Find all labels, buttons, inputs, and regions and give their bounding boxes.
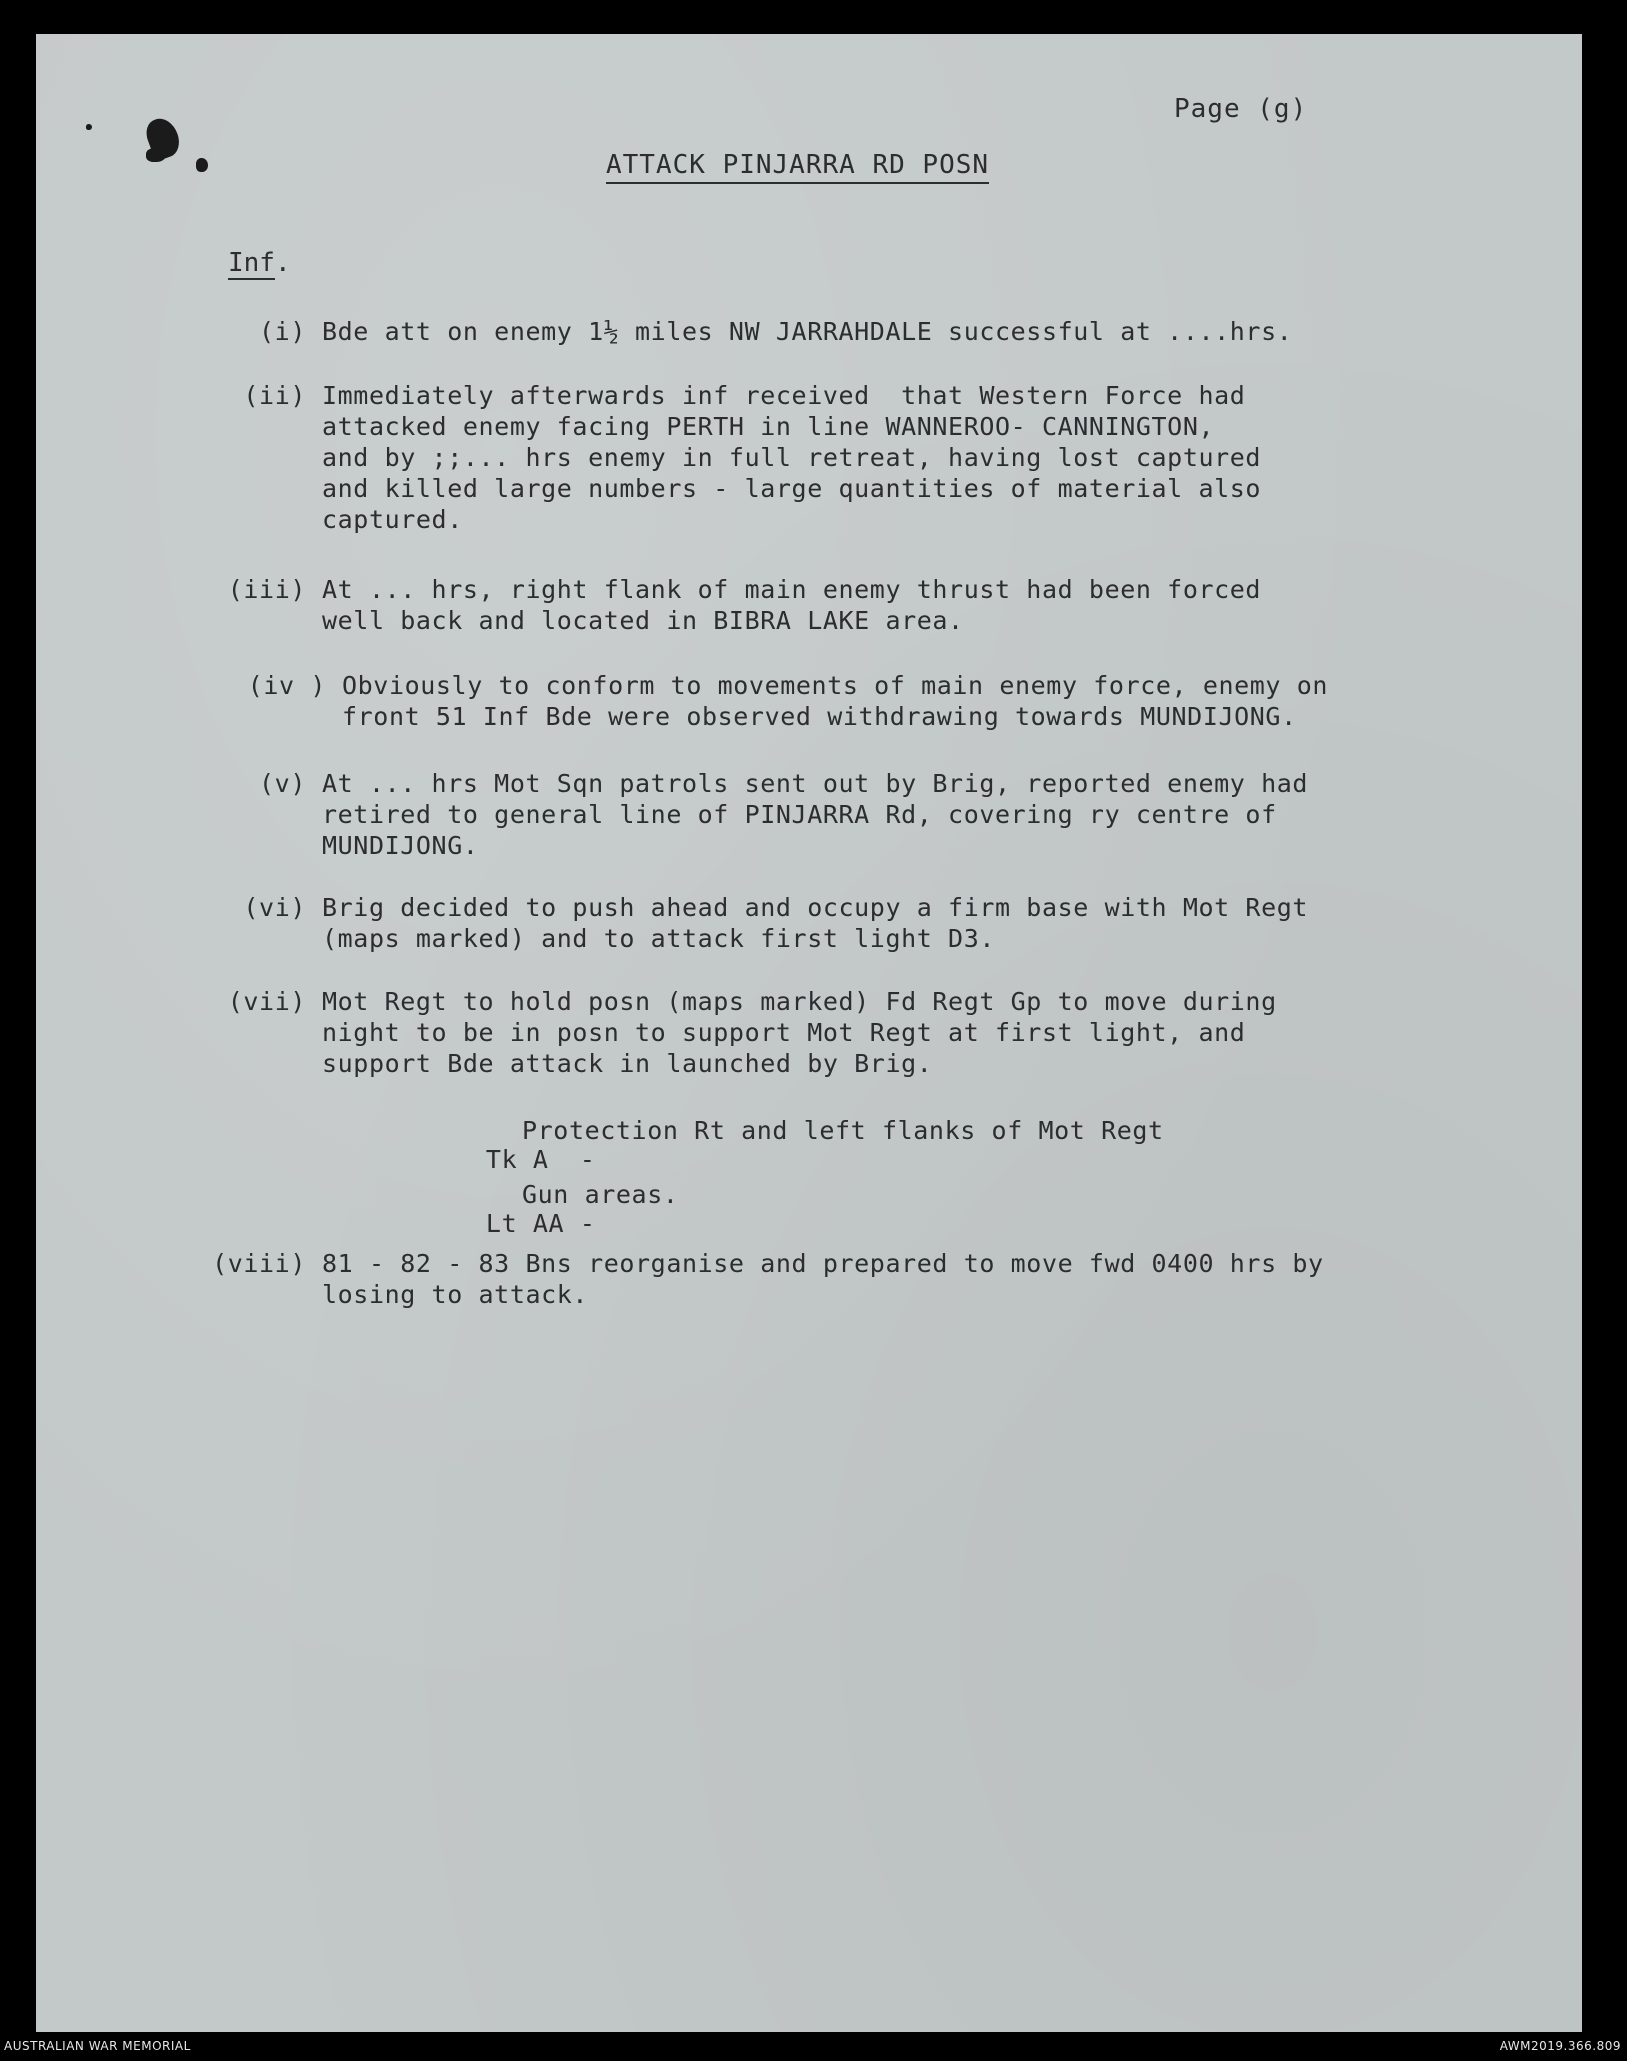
footer-accession: AWM2019.366.809 — [1499, 2039, 1621, 2053]
paragraph-line: well back and located in BIBRA LAKE area. — [322, 606, 964, 635]
ink-blot — [146, 148, 166, 162]
paragraph-line: Mot Regt to hold posn (maps marked) Fd Regt Gp to move during — [322, 987, 1277, 1016]
footer-institution: AUSTRALIAN WAR MEMORIAL — [4, 2039, 191, 2053]
section-heading-suffix: . — [274, 248, 291, 278]
page-number: Page (g) — [1174, 94, 1308, 124]
paragraph-line: Obviously to conform to movements of main enemy force, enemy on — [342, 671, 1329, 700]
paragraph-line: retired to general line of PINJARRA Rd, covering ry centre of — [322, 800, 1277, 829]
paragraph-line: and by ;;... hrs enemy in full retreat, having lost captured — [322, 443, 1262, 472]
paragraph-number: (v) — [259, 769, 306, 798]
paragraph-number: (viii) — [212, 1249, 306, 1278]
paragraph-line: and killed large numbers - large quantities of material also — [322, 474, 1262, 503]
section-heading-label: Inf — [228, 248, 275, 278]
paragraph-line: At ... hrs, right flank of main enemy thrust had been forced — [322, 575, 1262, 604]
sub-item-text: Gun areas. — [522, 1180, 679, 1209]
page-title: ATTACK PINJARRA RD POSN — [606, 150, 989, 184]
paragraph-number: (iv ) — [247, 671, 326, 700]
paragraph-line: front 51 Inf Bde were observed withdrawing towards MUNDIJONG. — [342, 702, 1297, 731]
paragraph-line: (maps marked) and to attack first light D3. — [322, 924, 996, 953]
ink-blot — [196, 158, 208, 172]
paragraph-number: (iii) — [227, 575, 306, 604]
document-page — [36, 34, 1582, 2032]
paragraph-line: attacked enemy facing PERTH in line WANNEROO- CANNINGTON, — [322, 412, 1215, 441]
section-heading — [228, 248, 291, 278]
paragraph-line: Immediately afterwards inf received that Western Force had — [322, 381, 1246, 410]
paragraph-line: 81 - 82 - 83 Bns reorganise and prepared to move fwd 0400 hrs by — [322, 1249, 1324, 1278]
paragraph-line: captured. — [322, 505, 463, 534]
sub-item-label: Lt AA - — [485, 1209, 596, 1238]
paragraph-line: Brig decided to push ahead and occupy a firm base with Mot Regt — [322, 893, 1309, 922]
paragraph-line: MUNDIJONG. — [322, 831, 479, 860]
paragraph-number: (ii) — [243, 381, 306, 410]
ink-blot — [86, 124, 92, 130]
sub-item-text: Protection Rt and left flanks of Mot Regt — [522, 1116, 1164, 1145]
paragraph-line: Bde att on enemy 1½ miles NW JARRAHDALE successful at ....hrs. — [322, 317, 1293, 346]
paragraph-line: At ... hrs Mot Sqn patrols sent out by Brig, reported enemy had — [322, 769, 1309, 798]
paragraph-number: (vi) — [243, 893, 306, 922]
sub-item-label: Tk A - — [485, 1145, 596, 1174]
paragraph-number: (vii) — [227, 987, 306, 1016]
paragraph-viii — [36, 1248, 1324, 1403]
paragraph-line: support Bde attack in launched by Brig. — [322, 1049, 933, 1078]
paragraph-number: (i) — [259, 317, 306, 346]
paragraph-line: losing to attack. — [322, 1280, 589, 1309]
paragraph-line: night to be in posn to support Mot Regt at first light, and — [322, 1018, 1246, 1047]
